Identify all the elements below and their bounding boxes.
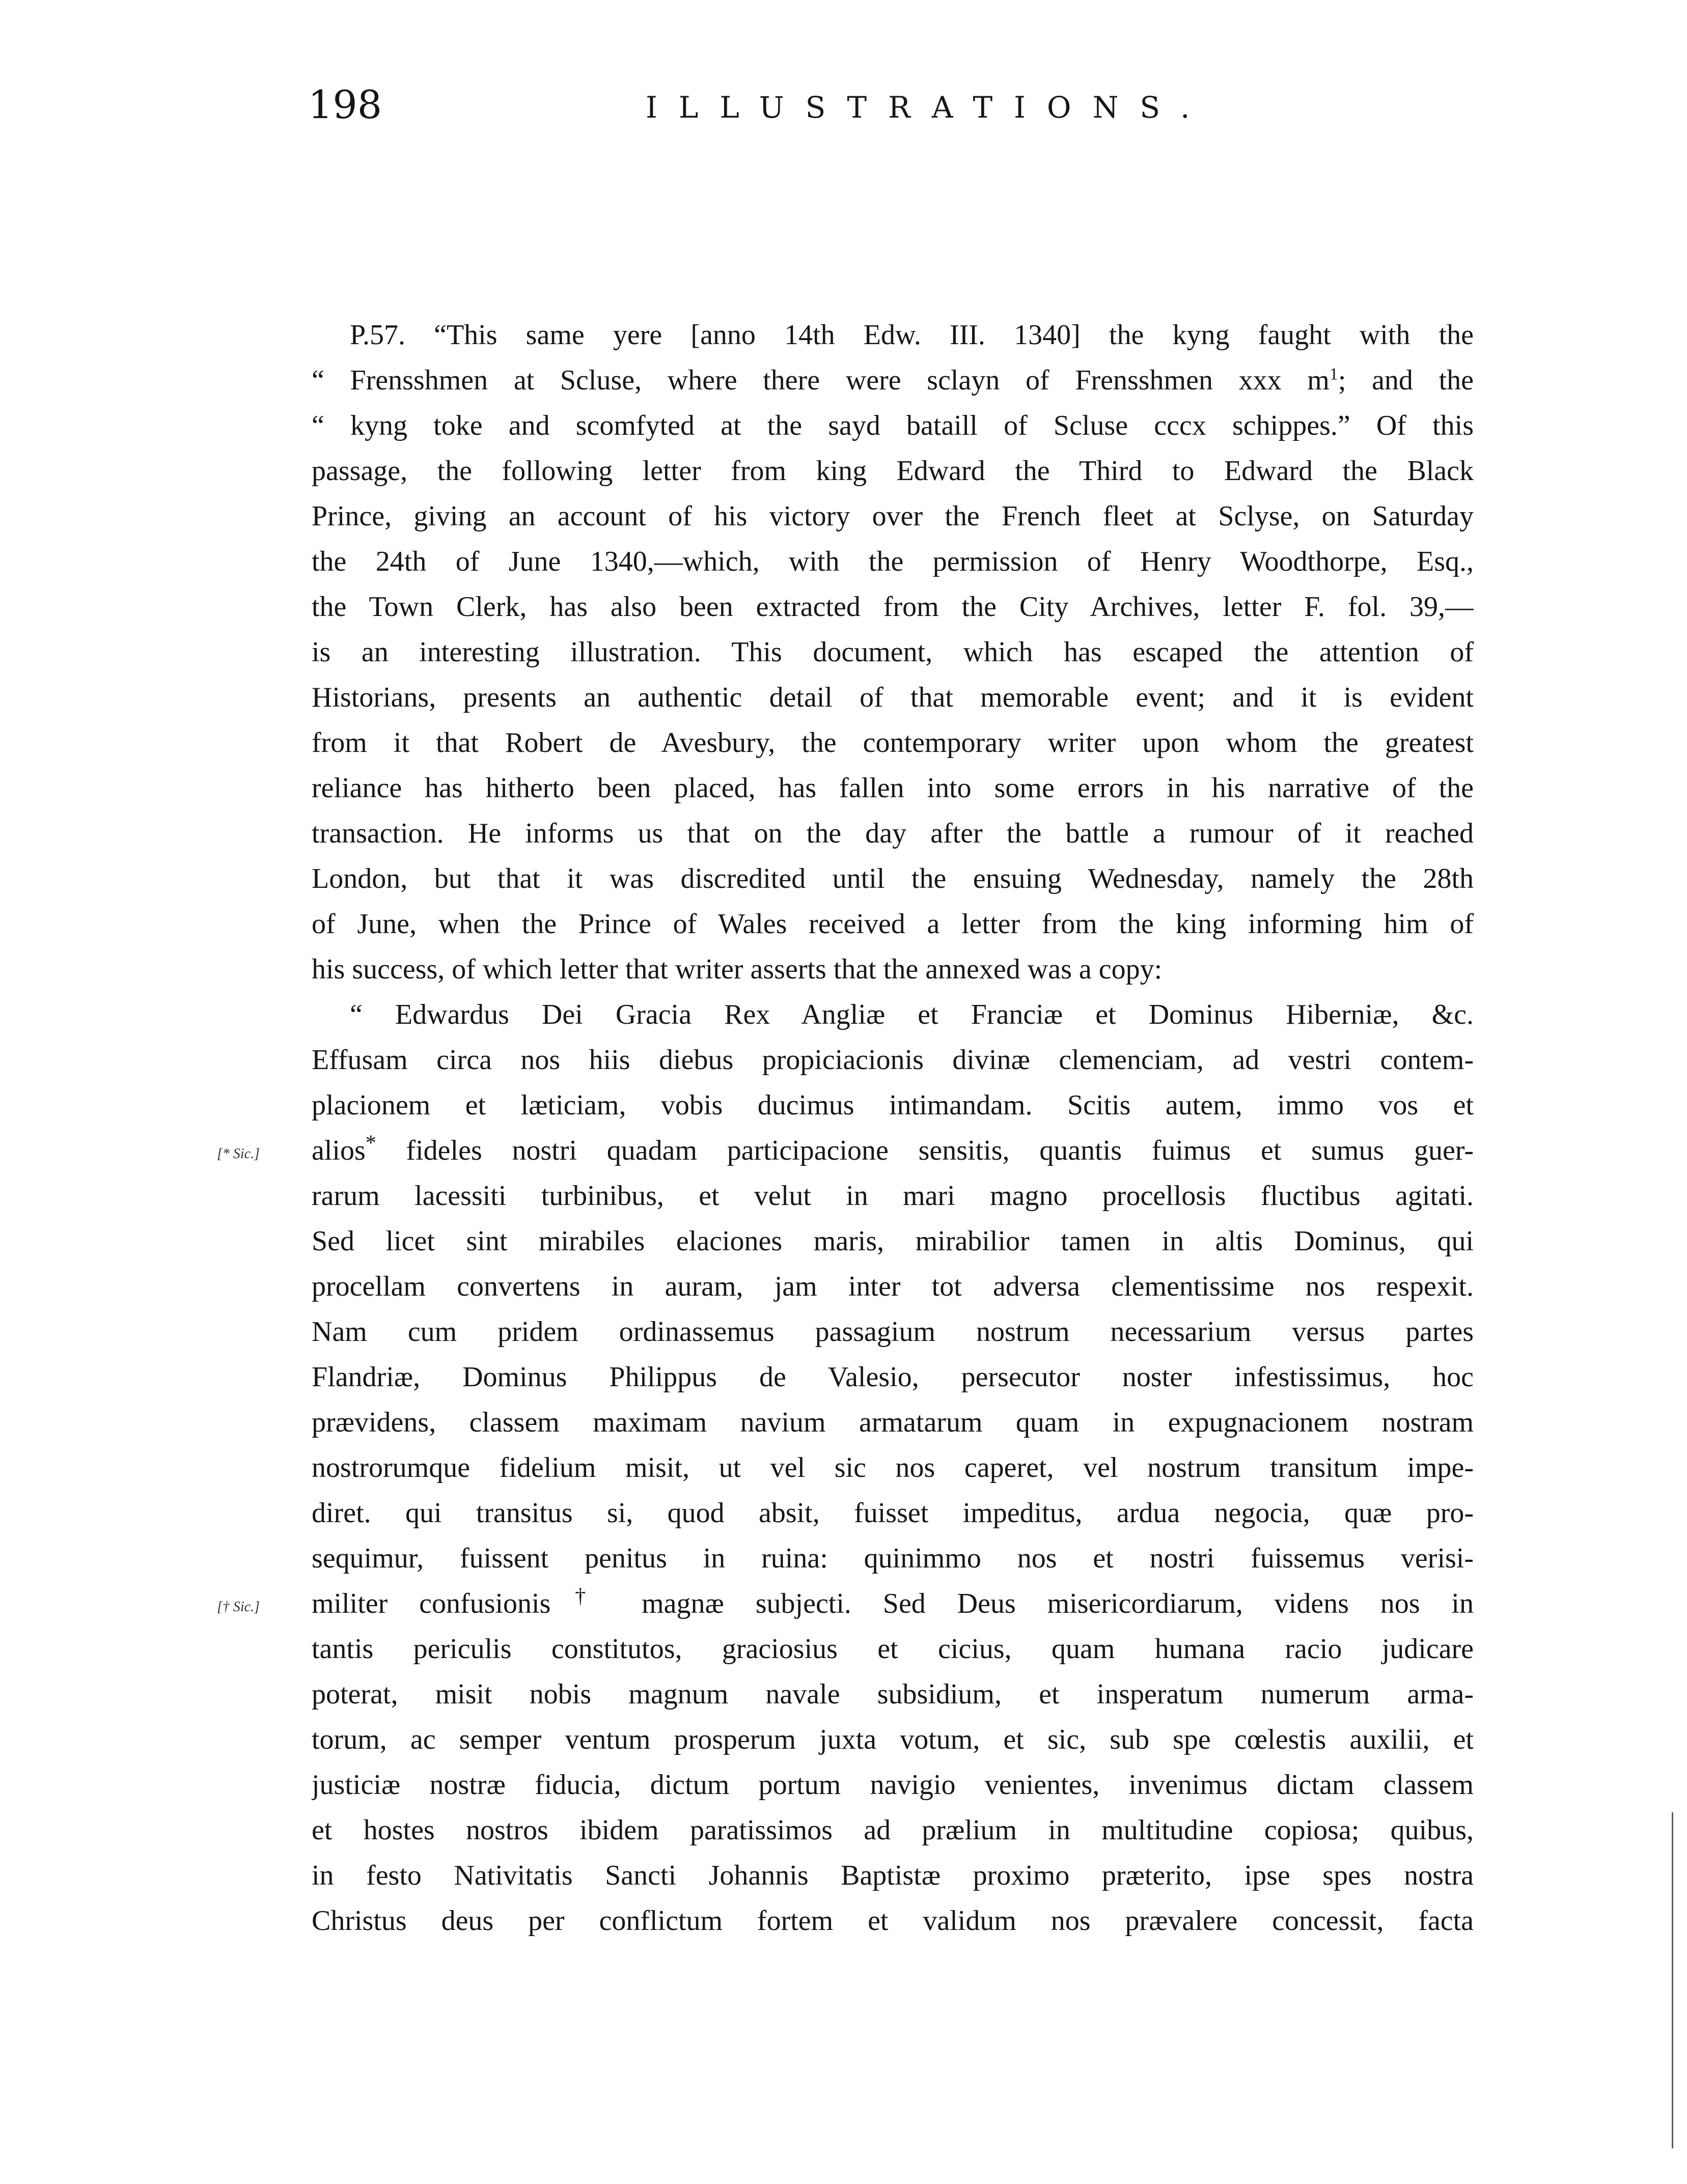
line-text: Effusam circa nos hiis diebus propiciacionis divinæ clemenciam, ad vestri contem- [312,1044,1474,1076]
text-line [312,449,1474,494]
line-text: justiciæ nostræ fiducia, dictum portum navigio venientes, invenimus dictam classem [312,1769,1474,1801]
line-text: is an interesting illustration. This document, which has escaped the attention of [312,636,1474,668]
text-line [312,1219,1474,1264]
margin-note-sic: [* Sic.] [217,1146,260,1162]
text-line [312,313,1474,358]
text-line [312,992,1474,1038]
line-text: Christus deus per conflictum fortem et validum nos prævalere concessit, facta [312,1905,1474,1937]
text-line [312,1853,1474,1898]
line-text: procellam convertens in auram, jam inter tot adversa clementissime nos respexit. [312,1271,1474,1302]
line-text: Nam cum pridem ordinassemus passagium nostrum necessarium versus partes [312,1316,1474,1348]
text-line [312,856,1474,902]
text-line [312,1491,1474,1536]
text-line [312,1898,1474,1944]
line-text: the 24th of June 1340,—which, with the permission of Henry Woodthorpe, Esq., [312,546,1474,577]
line-text: passage, the following letter from king Edward the Third to Edward the Black [312,455,1474,487]
line-text: “ Frensshmen at Scluse, where there were sclayn of Frensshmen xxx m [312,365,1330,396]
line-text-continued: magnæ subjecti. Sed Deus misericordiarum, videns nos in [610,1588,1474,1619]
text-line [312,675,1474,720]
line-text: P.57. “This same yere [anno 14th Edw. III. 1340] the kyng faught with the [350,319,1474,351]
text-line [312,1173,1474,1219]
line-text: the Town Clerk, has also been extracted from the City Archives, letter F. fol. 39,— [312,591,1474,623]
line-text: Historians, presents an authentic detail of that memorable event; and it is evident [312,682,1474,713]
line-text: placionem et læticiam, vobis ducimus intimandam. Scitis autem, immo vos et [312,1089,1474,1121]
text-line [312,1762,1474,1808]
line-text: rarum lacessiti turbinibus, et velut in mari magno procellosis fluctibus agitati. [312,1180,1474,1212]
page-number: 198 [308,82,382,127]
text-line [312,494,1474,539]
line-text: torum, ac semper ventum prosperum juxta votum, et sic, sub spe cœlestis auxilii, et [312,1724,1474,1755]
line-text: alios [312,1135,366,1166]
text-line [312,539,1474,584]
text-line [312,1038,1474,1083]
text-line [312,1400,1474,1445]
text-line [312,766,1474,811]
margin-note-sic: [† Sic.] [217,1599,260,1615]
text-line [312,1536,1474,1581]
text-line [312,358,1474,403]
text-line [312,902,1474,947]
sic-marker: * [365,1131,376,1155]
line-text: “ kyng toke and scomfyted at the sayd bataill of Scluse cccx schippes.” Of this [312,410,1474,441]
body-text [217,313,1474,1944]
text-line [312,1627,1474,1672]
line-text: “ Edwardus Dei Gracia Rex Angliæ et Franciæ et Dominus Hiberniæ, &c. [350,999,1474,1030]
line-text: of June, when the Prince of Wales received a letter from the king informing him of [312,908,1474,940]
text-line [312,584,1474,630]
line-text-continued: fideles nostri quadam participacione sensitis, quantis fuimus et sumus guer- [376,1135,1474,1166]
text-line [312,947,1474,992]
text-line [312,1309,1474,1355]
line-text: Prince, giving an account of his victory over the French fleet at Sclyse, on Saturday [312,500,1474,532]
line-text: nostrorumque fidelium misit, ut vel sic nos caperet, vel nostrum transitum impe- [312,1452,1474,1483]
text-line [312,720,1474,766]
running-title: ILLUSTRATIONS. [646,90,1211,125]
line-text: et hostes nostros ibidem paratissimos ad prælium in multitudine copiosa; quibus, [312,1814,1474,1846]
text-line [312,1672,1474,1717]
footnote-superscript: 1 [1329,365,1338,384]
line-text: in festo Nativitatis Sancti Johannis Baptistæ proximo præterito, ipse spes nostra [312,1860,1474,1891]
line-text: Flandriæ, Dominus Philippus de Valesio, persecutor noster infestissimus, hoc [312,1361,1474,1393]
line-text: reliance has hitherto been placed, has fallen into some errors in his narrative of the [312,772,1474,804]
scan-edge-line [1672,1812,1673,2148]
text-line [312,630,1474,675]
text-line [312,1808,1474,1853]
text-line [217,1128,1474,1173]
text-line [312,1083,1474,1128]
line-text: poterat, misit nobis magnum navale subsidium, et insperatum numerum arma- [312,1678,1474,1710]
line-text: diret. qui transitus si, quod absit, fuisset impeditus, ardua negocia, quæ pro- [312,1497,1474,1529]
text-line [312,811,1474,856]
line-text: Sed licet sint mirabiles elaciones maris, mirabilior tamen in altis Dominus, qui [312,1225,1474,1257]
text-line [312,403,1474,449]
text-line [312,1717,1474,1762]
line-text: sequimur, fuissent penitus in ruina: quinimmo nos et nostri fuissemus verisi- [312,1543,1474,1574]
line-text: London, but that it was discredited until the ensuing Wednesday, namely the 28th [312,863,1474,894]
line-text: from it that Robert de Avesbury, the contemporary writer upon whom the greatest [312,727,1474,759]
sic-marker: † [550,1584,611,1608]
text-line [217,1581,1474,1627]
text-line [312,1445,1474,1491]
line-text: militer confusionis [312,1588,551,1619]
text-line [312,1355,1474,1400]
line-text: tantis periculis constitutos, graciosius et cicius, quam humana racio judicare [312,1633,1474,1665]
line-text-continued: ; and the [1338,365,1474,396]
text-line [312,1264,1474,1309]
line-text: transaction. He informs us that on the day after the battle a rumour of it reached [312,818,1474,849]
line-text: prævidens, classem maximam navium armatarum quam in expugnacionem nostram [312,1407,1474,1438]
line-text: his success, of which letter that writer asserts that the annexed was a copy: [312,954,1163,985]
